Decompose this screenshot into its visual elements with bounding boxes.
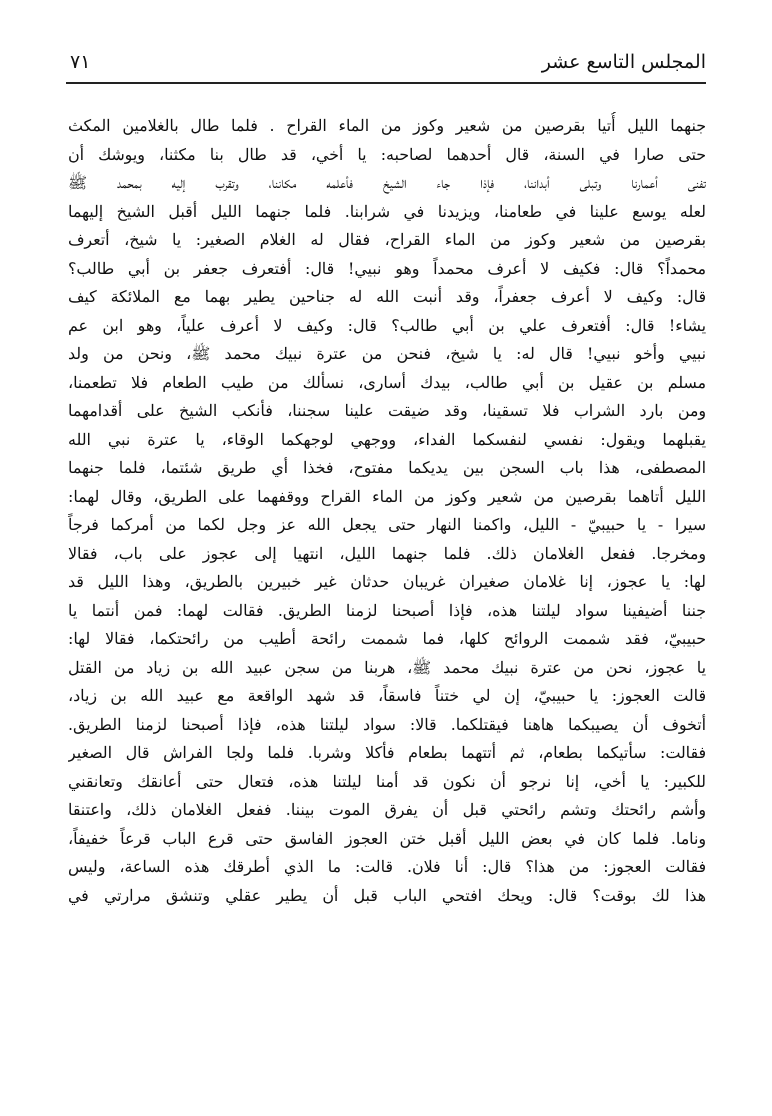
text-line-20: يا عجوز، نحن من عترة نبيك محمد ﷺ، هربنا من سجن عبيد الله بن زياد من القتل bbox=[68, 657, 706, 677]
text-line-18: جننا أضيفينا سواد ليلتنا هذه، فإذا أصبحنا لزمنا الطريق. فقالت لهما: فمن أنتما يا bbox=[68, 600, 706, 620]
text-line-15: سيرا - يا حبيبيّ - الليل، واكمنا النهار حتى يجعل الله عز وجل لكما من أمركما فرجاً bbox=[68, 515, 706, 534]
text-line-27: فقالت العجوز: من هذا؟ قال: أنا فلان. قالت: ما الذي أطرقك هذه الساعة، وليس bbox=[68, 857, 706, 876]
text-line-21: قالت العجوز: يا حبيبيّ، إن لي ختناً فاسقاً، قد شهد الواقعة مع عبيد الله بن زياد، bbox=[68, 686, 706, 705]
text-line-22: أتخوف أن يصيبكما هاهنا فيقتلكما. قالا: سواد ليلتنا هذه، فإذا أصبحنا لزمنا الطريق. bbox=[68, 714, 706, 734]
text-line-26: وناما. فلما كان في بعض الليل أقبل ختن العجوز الفاسق حتى قرع الباب قرعاً خفيفاً، bbox=[68, 828, 706, 848]
body-text bbox=[68, 112, 706, 910]
text-line-10: مسلم بن عقيل بن أبي طالب، بيدك أسارى، نسألك من طيب الطعام فلا تطعمنا، bbox=[68, 372, 706, 392]
text-line-16: ومخرجا. ففعل الغلامان ذلك. فلما جنهما الليل، انتهيا إلى عجوز على باب، فقالا bbox=[68, 543, 706, 563]
text-line-23: فقالت: سأتيكما بطعام، ثم أتتهما بطعام فأكلا وشربا. فلما ولجا الفراش قال الصغير bbox=[68, 743, 706, 762]
text-line-3: تفنى أعمارنا وتبلى أبداننا، فإذا جاء الشيخ فأعلمه مكاننا، وتقرب إليه بمحمد ﷺ bbox=[68, 173, 706, 192]
text-line-19: حبيبيّ، فقد شممت الروائح كلها، فما شممت رائحة أطيب من رائحتكما، فقالا لها: bbox=[68, 629, 706, 648]
text-line-14: الليل أتاهما بقرصين من شعير وكوز من الماء القراح ووقفهما على الطريق، وقال لهما: bbox=[68, 486, 706, 506]
page-number: ٧١ bbox=[70, 51, 91, 73]
text-line-8: يشاء! قال: أفتعرف علي بن أبي طالب؟ قال: وكيف لا أعرف علياً، وهو ابن عم bbox=[68, 315, 706, 335]
text-line-5: بقرصين من شعير وكوز من الماء القراح، فقال له الغلام الصغير: يا شيخ، أتعرف bbox=[68, 230, 706, 249]
text-line-12: يقبلهما ويقول: نفسي لنفسكما الفداء، ووجهي لوجهكما الوقاء، يا عترة نبي الله bbox=[68, 429, 706, 449]
text-line-6: محمداً؟ قال: فكيف لا أعرف محمداً وهو نبيي! قال: أفتعرف جعفر بن أبي طالب؟ bbox=[68, 258, 706, 278]
text-line-28: هذا لك بوقت؟ قال: ويحك افتحي الباب قبل أن يطير عقلي وتنشق مرارتي في bbox=[68, 885, 706, 905]
text-line-17: لها: يا عجوز، إنا غلامان صغيران غريبان حدثان غير خبيرين بالطريق، وهذا الليل قد bbox=[68, 572, 706, 591]
text-line-4: لعله يوسع علينا في طعامنا، ويزيدنا في شرابنا. فلما جنهما الليل أقبل الشيخ إليهما bbox=[68, 201, 706, 221]
text-line-11: ومن بارد الشراب فلا تسقينا، وقد ضيقت علينا سجننا، فأنكب الشيخ على أقدامهما bbox=[68, 401, 706, 420]
header-divider bbox=[66, 82, 706, 84]
text-line-13: المصطفى، هذا باب السجن بين يديكما مفتوح، فخذا أي طريق شئتما، فلما جنهما bbox=[68, 458, 706, 477]
text-line-2: حتى صارا في السنة، قال أحدهما لصاحبه: يا أخي، قد طال بنا مكثنا، ويوشك أن bbox=[68, 144, 706, 164]
text-line-9: نبيي وأخو نبيي! قال له: يا شيخ، فنحن من عترة نبيك محمد ﷺ، ونحن من ولد bbox=[68, 344, 706, 363]
text-line-25: وأشم رائحتك وتشم رائحتي قبل أن يفرق الموت بيننا. ففعل الغلامان ذلك، واعتنقا bbox=[68, 800, 706, 819]
text-line-1: جنهما الليل أُتيا بقرصين من شعير وكوز من الماء القراح . فلما طال بالغلامين المكث bbox=[68, 116, 706, 135]
text-line-24: للكبير: يا أخي، إنا نرجو أن نكون قد أمنا ليلتنا هذه، فتعال حتى أعانقك وتعانقني bbox=[68, 771, 706, 791]
page-header bbox=[70, 46, 706, 80]
text-line-7: قال: وكيف لا أعرف جعفراً، وقد أنبت الله له جناحين يطير بهما مع الملائكة كيف bbox=[68, 287, 706, 306]
chapter-title: المجلس التاسع عشر bbox=[541, 51, 706, 73]
